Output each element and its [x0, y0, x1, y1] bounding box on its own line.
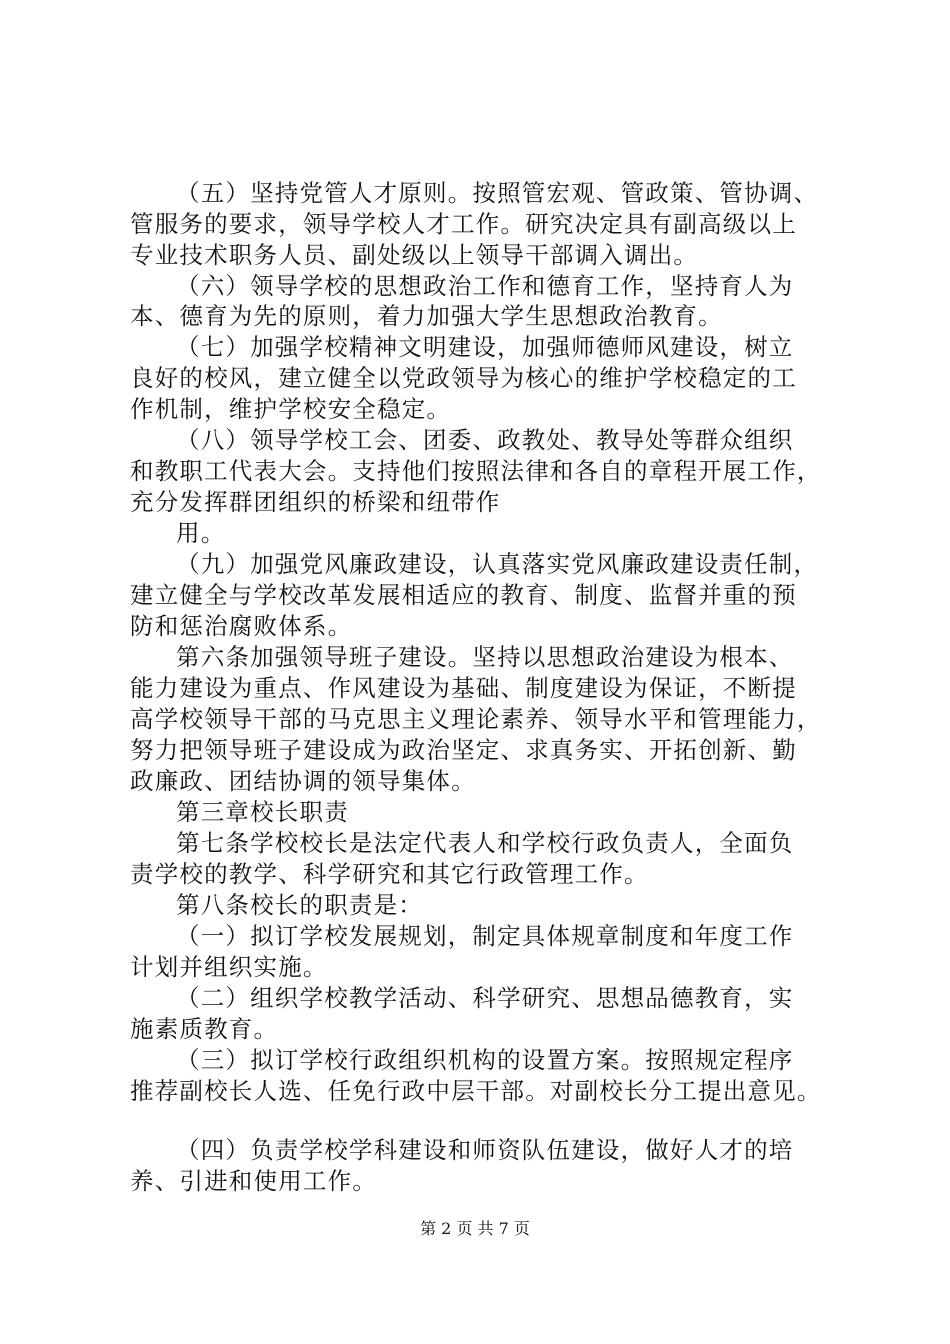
text-line: 责学校的教学、科学研究和其它行政管理工作。: [130, 860, 649, 888]
text-line: 推荐副校长人选、任免行政中层干部。对副校长分工提出意见。: [130, 1077, 822, 1105]
text-line: 养、引进和使用工作。: [130, 1167, 377, 1195]
text-line: 第八条校长的职责是：: [176, 891, 423, 919]
text-line: （二）组织学校教学活动、科学研究、思想品德教育，实: [176, 984, 794, 1012]
text-line: 充分发挥群团组织的桥梁和纽带作: [130, 488, 501, 516]
text-line: 政廉政、团结协调的领导集体。: [130, 767, 476, 795]
page-number-footer: 第 2 页 共 7 页: [420, 1219, 530, 1238]
text-line: 高学校领导干部的马克思主义理论素养、领导水平和管理能力，: [130, 705, 822, 733]
text-line: 防和惩治腐败体系。: [130, 612, 353, 640]
text-line: 作机制，维护学校安全稳定。: [130, 395, 452, 423]
text-line: 良好的校风，建立健全以党政领导为核心的维护学校稳定的工: [130, 364, 797, 392]
text-line: （九）加强党风廉政建设，认真落实党风廉政建设责任制，: [176, 550, 819, 578]
text-line: 用。: [176, 519, 226, 547]
text-line: （一）拟订学校发展规划，制定具体规章制度和年度工作: [176, 922, 794, 950]
text-line: 努力把领导班子建设成为政治坚定、求真务实、开拓创新、勤: [130, 736, 797, 764]
text-line: （六）领导学校的思想政治工作和德育工作，坚持育人为: [176, 272, 794, 300]
text-line: （七）加强学校精神文明建设，加强师德师风建设，树立: [176, 333, 794, 361]
text-line: 施素质教育。: [130, 1015, 279, 1043]
text-line: 和教职工代表大会。支持他们按照法律和各自的章程开展工作，: [130, 457, 822, 485]
text-line: 建立健全与学校改革发展相适应的教育、制度、监督并重的预: [130, 581, 797, 609]
text-line: （三）拟订学校行政组织机构的设置方案。按照规定程序: [176, 1046, 794, 1074]
text-line: 计划并组织实施。: [130, 953, 328, 981]
text-line: 管服务的要求，领导学校人才工作。研究决定具有副高级以上: [130, 210, 797, 238]
text-line: 第六条加强领导班子建设。坚持以思想政治建设为根本、: [176, 643, 794, 671]
text-line: （八）领导学校工会、团委、政教处、教导处等群众组织: [176, 426, 794, 454]
text-line: 专业技术职务人员、副处级以上领导干部调入调出。: [130, 241, 699, 269]
text-line: 第七条学校校长是法定代表人和学校行政负责人，全面负: [176, 829, 794, 857]
text-line: （四）负责学校学科建设和师资队伍建设，做好人才的培: [176, 1136, 794, 1164]
text-line: （五）坚持党管人才原则。按照管宏观、管政策、管协调、: [176, 179, 819, 207]
chapter-heading: 第三章校长职责: [176, 798, 349, 826]
text-line: 能力建设为重点、作风建设为基础、制度建设为保证，不断提: [130, 674, 797, 702]
text-line: 本、德育为先的原则，着力加强大学生思想政治教育。: [130, 302, 723, 330]
